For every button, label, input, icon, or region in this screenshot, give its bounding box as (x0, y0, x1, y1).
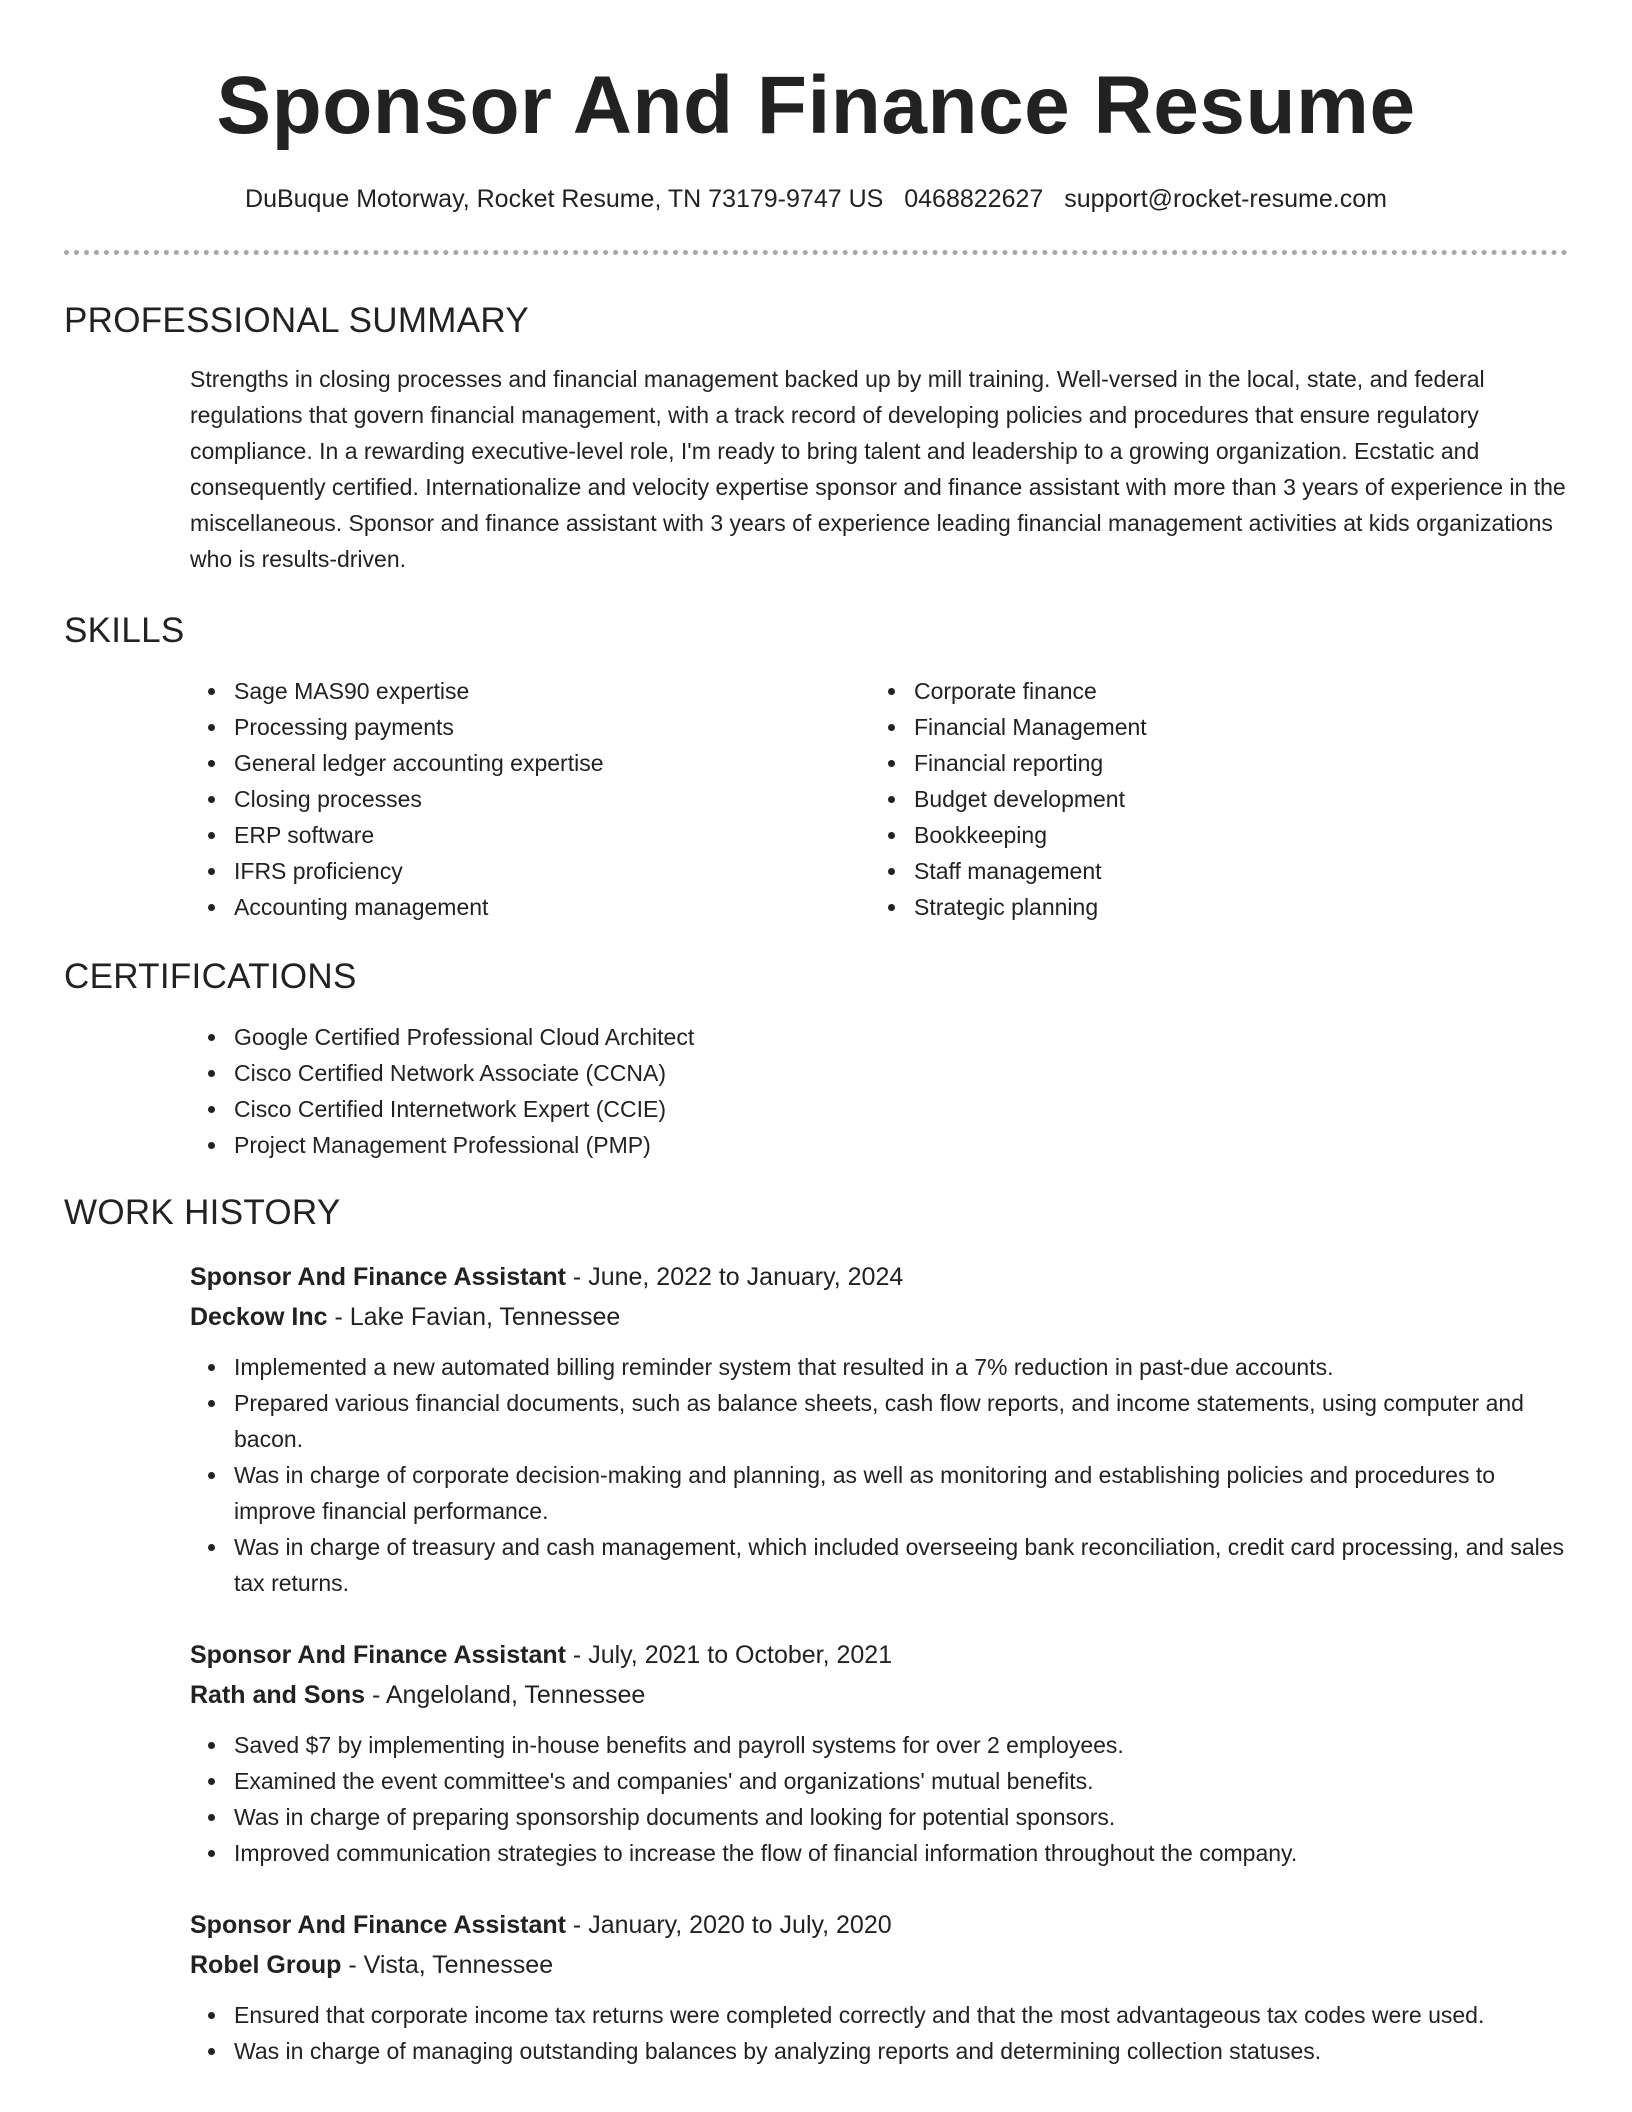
certification-item: Project Management Professional (PMP) (234, 1127, 1568, 1163)
skill-item: IFRS proficiency (234, 853, 870, 889)
certification-item: Cisco Certified Internetwork Expert (CCIE) (234, 1091, 1568, 1127)
skill-item: Budget development (914, 781, 1550, 817)
job-dates: - January, 2020 to July, 2020 (565, 1911, 892, 1939)
skill-item: Staff management (914, 853, 1550, 889)
job-role: Sponsor And Finance Assistant (190, 1263, 566, 1291)
summary-heading: PROFESSIONAL SUMMARY (64, 301, 529, 340)
contact-address: DuBuque Motorway, Rocket Resume, TN 73179-9747 US (245, 185, 884, 213)
skill-item: Sage MAS90 expertise (234, 673, 870, 709)
job-company: Deckow Inc (190, 1303, 328, 1331)
job-bullet: Implemented a new automated billing reminder system that resulted in a 7% reduction in past-due accounts. (234, 1349, 1568, 1385)
skill-item: Processing payments (234, 709, 870, 745)
summary-text: Strengths in closing processes and financial management backed up by mill training. Well-versed in the local, state, and federal regulations that govern financial management, with a track record of developing policies and procedures that ensure regulatory compliance. In a rewarding executive-level role, I'm ready to bring talent and leadership to a growing organization. Ecstatic and consequently certified. Internationalize and velocity expertise sponsor and finance assistant with more than 3 years of experience in the miscellaneous. Sponsor and finance assistant with 3 years of experience leading financial management activities at kids organizations who is results-driven. (190, 366, 1566, 572)
skills-heading: SKILLS (64, 611, 185, 650)
job-bullet: Examined the event committee's and companies' and organizations' mutual benefits. (234, 1763, 1568, 1799)
job-bullet: Saved $7 by implementing in-house benefits and payroll systems for over 2 employees. (234, 1727, 1568, 1763)
job-bullets (190, 1997, 1568, 2069)
job-bullet: Ensured that corporate income tax returns were completed correctly and that the most advantageous tax codes were used. (234, 1997, 1568, 2033)
job-location: - Vista, Tennessee (341, 1951, 554, 1979)
job-title-line (190, 1905, 1568, 1945)
skills-list-right (870, 673, 1550, 925)
skill-item: Strategic planning (914, 889, 1550, 925)
skill-item: General ledger accounting expertise (234, 745, 870, 781)
job-entry (190, 1635, 1568, 1871)
job-company-line (190, 1675, 1568, 1715)
job-role: Sponsor And Finance Assistant (190, 1911, 566, 1939)
skill-item: Financial reporting (914, 745, 1550, 781)
skill-item: Accounting management (234, 889, 870, 925)
header-divider (64, 250, 1568, 255)
skill-item: Financial Management (914, 709, 1550, 745)
job-entry (190, 1257, 1568, 1601)
job-company: Rath and Sons (190, 1681, 366, 1709)
job-company-line (190, 1945, 1568, 1985)
job-bullets (190, 1727, 1568, 1871)
job-entry (190, 1905, 1568, 2069)
job-company: Robel Group (190, 1951, 342, 1979)
skills-grid (190, 673, 1568, 925)
skill-item: Bookkeeping (914, 817, 1550, 853)
skills-section (64, 673, 1568, 925)
work-history-section (64, 1257, 1568, 2069)
resume-title: Sponsor And Finance Resume (216, 60, 1416, 151)
skill-item: ERP software (234, 817, 870, 853)
job-bullet: Was in charge of treasury and cash management, which included overseeing bank reconciliation, credit card processing, and sales tax returns. (234, 1529, 1568, 1601)
skill-item: Corporate finance (914, 673, 1550, 709)
skill-item: Closing processes (234, 781, 870, 817)
job-role: Sponsor And Finance Assistant (190, 1641, 566, 1669)
skills-list-left (190, 673, 870, 925)
job-dates: - July, 2021 to October, 2021 (565, 1641, 893, 1669)
certification-item: Google Certified Professional Cloud Architect (234, 1019, 1568, 1055)
skills-column-right (870, 673, 1550, 925)
job-location: - Lake Favian, Tennessee (327, 1303, 621, 1331)
job-company-line (190, 1297, 1568, 1337)
contact-line (64, 182, 1568, 216)
job-bullet: Was in charge of preparing sponsorship documents and looking for potential sponsors. (234, 1799, 1568, 1835)
skills-column-left (190, 673, 870, 925)
job-bullets (190, 1349, 1568, 1601)
work-history-heading: WORK HISTORY (64, 1193, 341, 1232)
contact-email: support@rocket-resume.com (1064, 185, 1387, 213)
certification-item: Cisco Certified Network Associate (CCNA) (234, 1055, 1568, 1091)
job-dates: - June, 2022 to January, 2024 (565, 1263, 904, 1291)
job-location: - Angeloland, Tennessee (365, 1681, 646, 1709)
job-bullet: Was in charge of corporate decision-making and planning, as well as monitoring and establishing policies and procedures to improve financial performance. (234, 1457, 1568, 1529)
certifications-section (64, 1019, 1568, 1163)
job-bullet: Improved communication strategies to increase the flow of financial information throughout the company. (234, 1835, 1568, 1871)
certifications-heading: CERTIFICATIONS (64, 957, 357, 996)
job-bullet: Was in charge of managing outstanding balances by analyzing reports and determining collection statuses. (234, 2033, 1568, 2069)
job-bullet: Prepared various financial documents, such as balance sheets, cash flow reports, and income statements, using computer and bacon. (234, 1385, 1568, 1457)
job-title-line (190, 1635, 1568, 1675)
job-title-line (190, 1257, 1568, 1297)
contact-phone: 0468822627 (904, 185, 1044, 213)
certifications-list (190, 1019, 1568, 1163)
